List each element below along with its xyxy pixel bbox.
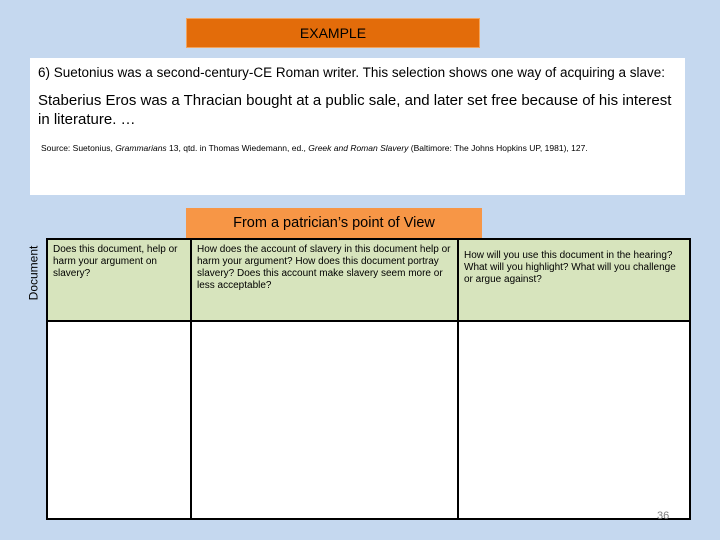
document-row-label (22, 232, 44, 314)
header-use-in-hearing: How will you use this document in the hearing? What will you highlight? What will you challenge or argue against? (459, 240, 689, 322)
example-banner (186, 18, 480, 48)
answer-cell-account-of-slavery[interactable] (192, 322, 459, 518)
citation-title-grammarians: Grammarians (115, 143, 167, 153)
citation-prefix: Source: Suetonius, (41, 143, 116, 153)
document-row-label-text: Document (26, 245, 41, 301)
citation-middle: 13, qtd. in Thomas Wiedemann, ed., (166, 143, 309, 153)
citation-suffix: (Baltimore: The Johns Hopkins UP, 1981), 127. (408, 143, 588, 153)
answer-cell-help-or-harm[interactable] (48, 322, 192, 518)
perspective-label: From a patrician’s point of View (233, 215, 435, 231)
document-quote: Staberius Eros was a Thracian bought at a public sale, and later set free because of his interest in literature. … (38, 92, 672, 128)
document-citation (41, 143, 677, 153)
perspective-banner (186, 208, 482, 238)
citation-title-slavery: Greek and Roman Slavery (308, 143, 409, 153)
answer-cell-use-in-hearing[interactable] (459, 322, 689, 518)
header-help-or-harm: Does this document, help or harm your argument on slavery? (48, 240, 192, 322)
header-account-of-slavery: How does the account of slavery in this document help or harm your argument? How does this document portray slavery? Does this account make slavery seem more or less acceptable? (192, 240, 459, 322)
page-number: 36 (657, 510, 670, 522)
example-banner-label: EXAMPLE (299, 25, 367, 41)
document-intro: 6) Suetonius was a second-century-CE Roman writer. This selection shows one way of acquiring a slave: (38, 65, 666, 80)
analysis-table (46, 238, 691, 520)
source-document-box (30, 58, 685, 195)
